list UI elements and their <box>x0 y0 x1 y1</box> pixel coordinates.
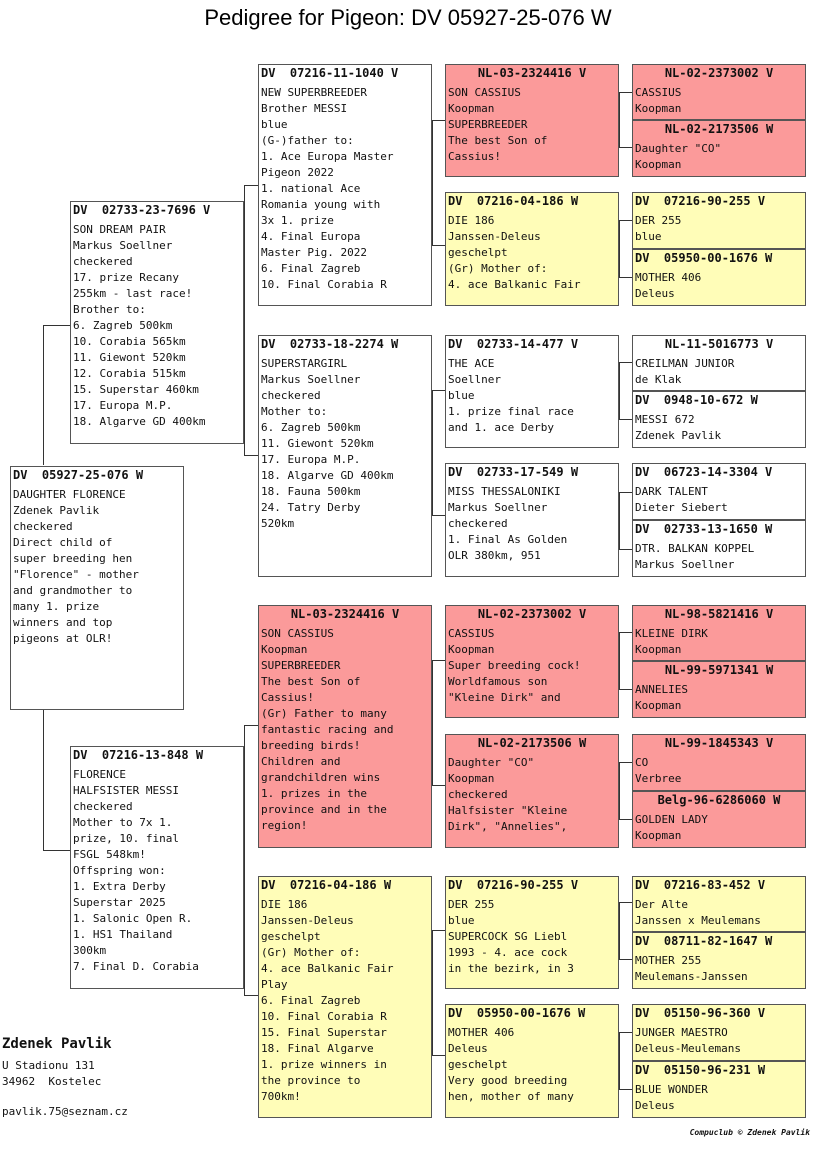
connector-line <box>619 220 632 221</box>
connector-line <box>619 92 620 147</box>
ring-number: DV 02733-23-7696 V <box>73 203 211 217</box>
gg-grandparent-card <box>632 391 806 448</box>
great-grandparent-card <box>445 734 619 848</box>
connector-line <box>244 185 258 186</box>
pigeon-details: CREILMAN JUNIOR de Klak <box>635 357 735 386</box>
ring-number: NL-11-5016773 V <box>664 337 774 351</box>
connector-line <box>43 325 70 326</box>
ring-number: NL-03-2324416 V <box>477 66 587 80</box>
great-grandparent-card <box>445 1004 619 1118</box>
grandparent-card <box>258 876 432 1118</box>
pigeon-details: SON CASSIUS Koopman SUPERBREEDER The best Son of Cassius! <box>448 86 548 163</box>
connector-line <box>43 850 70 851</box>
pigeon-details: THE ACE Soellner blue 1. prize final race and 1. ace Derby <box>448 357 574 434</box>
connector-line <box>244 455 258 456</box>
gg-grandparent-card <box>632 932 806 989</box>
pigeon-details: CO Verbree <box>635 756 682 785</box>
gg-grandparent-card <box>632 661 806 718</box>
connector-line <box>432 660 433 785</box>
pigeon-details: GOLDEN LADY Koopman <box>635 813 708 842</box>
ring-number: NL-02-2373002 V <box>477 607 587 621</box>
pigeon-details: DIE 186 Janssen-Deleus geschelpt (Gr) Mother of: 4. ace Balkanic Fair Play 6. Final Zagreb 10. Final Corabia R 15. Final Superstar 18. Final Algarve 1. prize winners in the province to 700km! <box>261 898 394 1103</box>
connector-line <box>432 660 445 661</box>
ring-number: DV 02733-18-2274 W <box>261 337 399 351</box>
pigeon-details: Der Alte Janssen x Meulemans <box>635 898 761 927</box>
connector-line <box>244 995 258 996</box>
pigeon-details: Daughter "CO" Koopman <box>635 142 722 171</box>
connector-line <box>619 549 632 550</box>
connector-line <box>432 930 445 931</box>
connector-line <box>43 325 44 465</box>
ring-number: DV 02733-17-549 W <box>448 465 579 479</box>
pigeon-details: MOTHER 406 Deleus <box>635 271 702 300</box>
pigeon-details: SUPERSTARGIRL Markus Soellner checkered Mother to: 6. Zagreb 500km 11. Giewont 520km 17. Europa M.P. 18. Algarve GD 400km 18. Fauna 500km 24. Tatry Derby 520km <box>261 357 394 530</box>
ring-number: DV 07216-83-452 V <box>635 878 766 892</box>
ring-number: DV 07216-11-1040 V <box>261 66 399 80</box>
ring-number: DV 07216-04-186 W <box>261 878 392 892</box>
ring-number: DV 05150-96-360 V <box>635 1006 766 1020</box>
ring-number: DV 0948-10-672 W <box>635 393 758 407</box>
grandparent-card <box>258 605 432 848</box>
pigeon-details: CASSIUS Koopman <box>635 86 682 115</box>
ring-number: DV 02733-14-477 V <box>448 337 579 351</box>
connector-line <box>619 362 632 363</box>
owner-name: Zdenek Pavlik <box>2 1036 112 1052</box>
gg-grandparent-card <box>632 249 806 306</box>
connector-line <box>432 390 445 391</box>
great-grandparent-card <box>445 463 619 577</box>
gg-grandparent-card <box>632 520 806 577</box>
ring-number: DV 02733-13-1650 W <box>635 522 773 536</box>
connector-line <box>619 632 632 633</box>
connector-line <box>619 1032 620 1089</box>
grandparent-card <box>258 64 432 306</box>
ring-number: NL-02-2173506 W <box>664 122 774 136</box>
connector-line <box>619 362 620 419</box>
ring-number: NL-02-2173506 W <box>477 736 587 750</box>
pigeon-details: SON CASSIUS Koopman SUPERBREEDER The best Son of Cassius! (Gr) Father to many fantastic racing and breeding birds! Children and grandchildren wins 1. prizes in the province and in the region! <box>261 627 394 832</box>
pigeon-details: DTR. BALKAN KOPPEL Markus Soellner <box>635 542 755 571</box>
pigeon-details: MESSI 672 Zdenek Pavlik <box>635 413 722 442</box>
connector-line <box>432 390 433 515</box>
ring-number: DV 06723-14-3304 V <box>635 465 773 479</box>
ring-number: DV 07216-90-255 V <box>448 878 579 892</box>
grandparent-card <box>258 335 432 577</box>
connector-line <box>619 1032 632 1033</box>
gg-grandparent-card <box>632 734 806 791</box>
great-grandparent-card <box>445 64 619 177</box>
ring-number: DV 05150-96-231 W <box>635 1063 766 1077</box>
pigeon-details: Daughter "CO" Koopman checkered Halfsister "Kleine Dirk", "Annelies", <box>448 756 568 833</box>
ring-number: DV 07216-90-255 V <box>635 194 766 208</box>
connector-line <box>619 762 632 763</box>
connector-line <box>619 689 632 690</box>
gg-grandparent-card <box>632 463 806 520</box>
ring-number: Belg-96-6286060 W <box>657 793 781 807</box>
connector-line <box>619 277 632 278</box>
gg-grandparent-card <box>632 335 806 391</box>
ring-number: DV 07216-04-186 W <box>448 194 579 208</box>
connector-line <box>43 710 44 850</box>
connector-line <box>619 902 620 959</box>
pigeon-details: JUNGER MAESTRO Deleus-Meulemans <box>635 1026 741 1055</box>
pigeon-details: CASSIUS Koopman Super breeding cock! Worldfamous son "Kleine Dirk" and <box>448 627 581 704</box>
sire-card <box>70 201 244 444</box>
gg-grandparent-card <box>632 876 806 932</box>
page-title: Pedigree for Pigeon: DV 05927-25-076 W <box>204 5 612 30</box>
pigeon-details: DIE 186 Janssen-Deleus geschelpt (Gr) Mother of: 4. ace Balkanic Fair <box>448 214 581 291</box>
great-grandparent-card <box>445 335 619 448</box>
pigeon-details: DER 255 blue SUPERCOCK SG Liebl 1993 - 4. ace cock in the bezirk, in 3 <box>448 898 574 975</box>
ring-number: DV 05927-25-076 W <box>13 468 144 482</box>
gg-grandparent-card <box>632 605 806 661</box>
owner-info <box>2 1035 128 1120</box>
ring-number: NL-99-1845343 V <box>664 736 774 750</box>
gg-grandparent-card <box>632 1004 806 1061</box>
ring-number: NL-99-5971341 W <box>664 663 774 677</box>
connector-line <box>432 785 445 786</box>
ring-number: NL-02-2373002 V <box>664 66 774 80</box>
gg-grandparent-card <box>632 120 806 177</box>
subject-pigeon-card <box>10 466 184 710</box>
footer-credit: Compuclub © Zdenek Pavlik <box>689 1128 810 1137</box>
connector-line <box>619 147 632 148</box>
pigeon-details: MOTHER 406 Deleus geschelpt Very good breeding hen, mother of many <box>448 1026 574 1103</box>
owner-email[interactable]: pavlik.75@seznam.cz <box>2 1105 128 1118</box>
connector-line <box>619 819 632 820</box>
ring-number: DV 07216-13-848 W <box>73 748 204 762</box>
great-grandparent-card <box>445 605 619 718</box>
ring-number: DV 05950-00-1676 W <box>448 1006 586 1020</box>
connector-line <box>619 419 632 420</box>
connector-line <box>619 92 632 93</box>
pigeon-details: DARK TALENT Dieter Siebert <box>635 485 728 514</box>
connector-line <box>244 185 245 455</box>
gg-grandparent-card <box>632 1061 806 1118</box>
great-grandparent-card <box>445 876 619 989</box>
connector-line <box>619 1089 632 1090</box>
connector-line <box>619 492 632 493</box>
connector-line <box>244 725 258 726</box>
connector-line <box>619 959 632 960</box>
owner-street: U Stadionu 131 <box>2 1059 95 1072</box>
connector-line <box>432 120 445 121</box>
pigeon-details: BLUE WONDER Deleus <box>635 1083 708 1112</box>
pigeon-details: DAUGHTER FLORENCE Zdenek Pavlik checkered Direct child of super breeding hen "Florence" - mother and grandmother to many 1. prize winners and top pigeons at OLR! <box>13 488 139 645</box>
owner-city: 34962 Kostelec <box>2 1075 102 1088</box>
connector-line <box>432 515 445 516</box>
pigeon-details: MISS THESSALONIKI Markus Soellner checkered 1. Final As Golden OLR 380km, 951 <box>448 485 568 562</box>
pigeon-details: FLORENCE HALFSISTER MESSI checkered Mother to 7x 1. prize, 10. final FSGL 548km! Offspring won: 1. Extra Derby Superstar 2025 1. Salonic Open R. 1. HS1 Thailand 300km 7. Final D. Corabia <box>73 768 199 973</box>
pigeon-details: ANNELIES Koopman <box>635 683 688 712</box>
connector-line <box>619 632 620 689</box>
pigeon-details: DER 255 blue <box>635 214 682 243</box>
connector-line <box>619 220 620 277</box>
connector-line <box>432 1055 445 1056</box>
ring-number: NL-98-5821416 V <box>664 607 774 621</box>
ring-number: DV 05950-00-1676 W <box>635 251 773 265</box>
pigeon-details: SON DREAM PAIR Markus Soellner checkered 17. prize Recany 255km - last race! Brother to: 6. Zagreb 500km 10. Corabia 565km 11. Giewont 520km 12. Corabia 515km 15. Superstar 460km 17. Europa M.P. 18. Algarve GD 400km <box>73 223 206 428</box>
great-grandparent-card <box>445 192 619 306</box>
dam-card <box>70 746 244 989</box>
gg-grandparent-card <box>632 64 806 120</box>
ring-number: DV 08711-82-1647 W <box>635 934 773 948</box>
connector-line <box>619 492 620 549</box>
connector-line <box>432 245 445 246</box>
pigeon-details: NEW SUPERBREEDER Brother MESSI blue (G-)father to: 1. Ace Europa Master Pigeon 2022 1. national Ace Romania young with 3x 1. prize 4. Final Europa Master Pig. 2022 6. Final Zagreb 10. Final Corabia R <box>261 86 394 291</box>
gg-grandparent-card <box>632 192 806 249</box>
gg-grandparent-card <box>632 791 806 848</box>
connector-line <box>432 930 433 1055</box>
connector-line <box>619 902 632 903</box>
connector-line <box>619 762 620 819</box>
pigeon-details: KLEINE DIRK Koopman <box>635 627 708 656</box>
pigeon-details: MOTHER 255 Meulemans-Janssen <box>635 954 748 983</box>
ring-number: NL-03-2324416 V <box>290 607 400 621</box>
connector-line <box>244 725 245 995</box>
connector-line <box>432 120 433 245</box>
